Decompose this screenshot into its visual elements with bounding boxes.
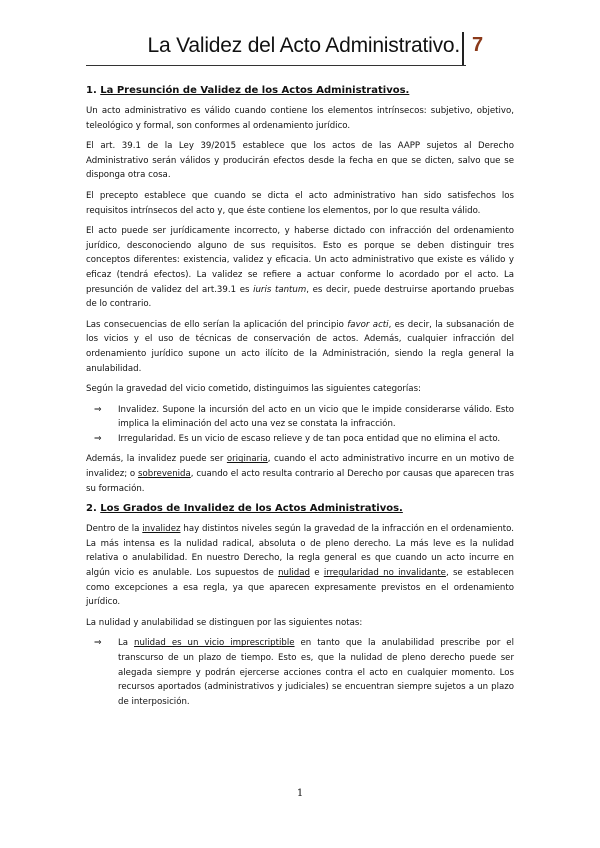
latin-term: favor acti bbox=[347, 319, 389, 330]
text-run: La bbox=[118, 638, 135, 649]
text-run: hay distintos niveles según la gravedad de la infracción en el ordenamiento. La más intensa es la nulidad radical, absoluta o de pleno derecho. La más leve es la nulidad relativa o anulabilidad. En nuestro Derecho, la regla general es que cuando un acto incurre en algún vicio es anulable. Los supuestos de bbox=[86, 524, 514, 579]
header-separator bbox=[462, 32, 464, 66]
text-run: El acto puede ser jurídicamente incorrecto, y haberse dictado con infracción del ordenamiento jurídico, desconociendo alguno de sus requisitos. Esto es porque se deben distinguir tres conceptos diferentes: existencia, validez y eficacia. Un acto administrativo que existe es válido y eficaz (tendrá efectos). La validez se refiere a actuar conforme lo acordado por el acto. La presunción de validez del art.39.1 es bbox=[86, 226, 514, 295]
section-1-number: 1. bbox=[86, 85, 97, 96]
text-run: Dentro de la bbox=[86, 524, 143, 535]
latin-term: iuris tantum bbox=[253, 284, 307, 295]
underlined-term: sobrevenida bbox=[138, 469, 191, 480]
notes-list bbox=[86, 636, 514, 709]
section-2-title: Los Grados de Invalidez de los Actos Administrativos. bbox=[100, 503, 403, 515]
page-number: 1 bbox=[296, 788, 304, 799]
text-run: , cuando el acto administrativo incurre en un motivo de invalidez; o bbox=[86, 454, 515, 480]
text-run: Las consecuencias de ello serían la aplicación del principio bbox=[86, 319, 348, 330]
list-item-text: Invalidez. Supone la incursión del acto en un vicio que le impide considerarse válido. Esto implica la eliminación del acto una vez se constata la infracción. bbox=[118, 404, 514, 430]
paragraph bbox=[86, 224, 514, 312]
list-item bbox=[86, 636, 514, 709]
section-2-heading bbox=[86, 502, 514, 516]
arrow-icon: ⇒ bbox=[94, 404, 102, 415]
underlined-term: nulidad es un vicio imprescriptible bbox=[134, 638, 295, 649]
text-run: Además, la invalidez puede ser bbox=[86, 454, 227, 465]
paragraph: La nulidad y anulabilidad se distinguen por las siguientes notas: bbox=[86, 617, 363, 628]
header-title: La Validez del Acto Administrativo. bbox=[147, 34, 460, 57]
category-list bbox=[86, 403, 514, 447]
text-run: , es decir, la subsanación de los vicios y el uso de técnicas de conservación de actos. Además, cualquier infracción del ordenamiento jurídico supone un acto ilícito de la Administración, siendo la regla general la anulabilidad. bbox=[86, 319, 515, 374]
paragraph: El art. 39.1 de la Ley 39/2015 establece que los actos de las AAPP sujetos al Derecho Administrativo serán válidos y producirán efectos desde la fecha en que se dicten, salvo que se disponga otra cosa. bbox=[86, 141, 514, 181]
text-run: en tanto que la anulabilidad prescribe por el transcurso de un plazo de tiempo. Esto es, que la nulidad de pleno derecho puede ser alegada siempre y podrán ejercerse acciones contra el acto en cualquier momento. Los recursos aportados (administrativos y judiciales) se encuentran siempre sujetos a un plazo de interposición. bbox=[118, 638, 514, 707]
paragraph: Según la gravedad del vicio cometido, distinguimos las siguientes categorías: bbox=[86, 384, 421, 395]
list-item-text: Irregularidad. Es un vicio de escaso relieve y de tan poca entidad que no elimina el acto. bbox=[118, 433, 501, 444]
chapter-number: 7 bbox=[472, 34, 484, 56]
header-rule bbox=[86, 65, 466, 66]
paragraph bbox=[86, 522, 514, 610]
underlined-term: invalidez bbox=[142, 524, 181, 535]
document-body bbox=[86, 80, 514, 715]
section-1-title: La Presunción de Validez de los Actos Administrativos. bbox=[100, 85, 410, 96]
page-header bbox=[0, 32, 600, 66]
underlined-term: originaria bbox=[226, 454, 268, 465]
text-run: , se establecen como excepciones a esa regla, ya que aparecen expresamente previstos en el ordenamiento jurídico. bbox=[86, 568, 514, 608]
list-item bbox=[86, 432, 514, 447]
paragraph bbox=[86, 318, 514, 376]
text-run: , es decir, puede destruirse aportando pruebas de lo contrario. bbox=[86, 284, 515, 310]
paragraph bbox=[86, 452, 514, 496]
underlined-term: nulidad bbox=[278, 568, 310, 579]
section-2-number: 2. bbox=[86, 503, 97, 515]
underlined-term: irregularidad no invalidante bbox=[323, 568, 446, 579]
section-1-heading bbox=[86, 84, 514, 98]
paragraph: El precepto establece que cuando se dicta el acto administrativo han sido satisfechos los requisitos intrínsecos del acto y, que éste contiene los elementos, por lo que resulta válido. bbox=[86, 190, 514, 216]
arrow-icon: ⇒ bbox=[94, 433, 102, 444]
text-run: e bbox=[309, 568, 324, 579]
paragraph: Un acto administrativo es válido cuando contiene los elementos intrínsecos: subjetivo, objetivo, teleológico y formal, son conformes al ordenamiento jurídico. bbox=[86, 106, 514, 131]
list-item bbox=[86, 403, 514, 432]
arrow-icon: ⇒ bbox=[94, 638, 102, 649]
text-run: , cuando el acto resulta contrario al Derecho por causas que aparecen tras su formación. bbox=[86, 469, 514, 494]
